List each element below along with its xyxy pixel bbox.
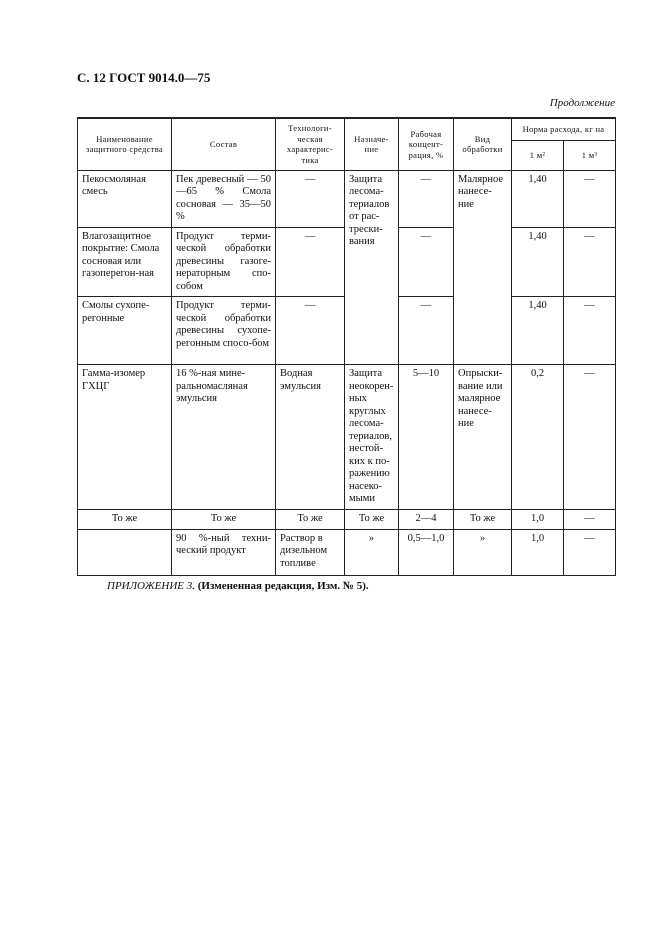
cell-composition: То же — [172, 509, 276, 529]
col-header-m2: 1 м² — [512, 140, 564, 170]
cell-m3: — — [564, 297, 616, 365]
cell-name: Влагозащитное покрытие: Смола сосновая или газоперегон-ная — [78, 227, 172, 297]
cell-m3: — — [564, 509, 616, 529]
table-row — [78, 509, 616, 529]
col-header-treatment: Вид обработки — [454, 118, 512, 170]
cell-treatment: » — [454, 529, 512, 575]
cell-tech: Раствор в дизельном топливе — [276, 529, 345, 575]
cell-m3: — — [564, 365, 616, 510]
appendix-note — [107, 580, 369, 592]
cell-m3: — — [564, 529, 616, 575]
col-header-norm: Норма расхода, кг на — [512, 118, 616, 140]
cell-name — [78, 529, 172, 575]
page-header: С. 12 ГОСТ 9014.0—75 — [77, 70, 211, 85]
cell-m2: 1,0 — [512, 509, 564, 529]
cell-treatment: То же — [454, 509, 512, 529]
cell-name: Смолы сухопе-регонные — [78, 297, 172, 365]
cell-concentration: — — [399, 170, 454, 227]
col-header-tech: Технологи-ческая характерис-тика — [276, 118, 345, 170]
cell-m2: 0,2 — [512, 365, 564, 510]
cell-composition: Продукт терми-ческой обработки древесины газоге-нераторным спо-собом — [172, 227, 276, 297]
cell-m2: 1,40 — [512, 297, 564, 365]
col-header-concentration: Рабочая концент-рация, % — [399, 118, 454, 170]
cell-tech: — — [276, 170, 345, 227]
cell-m2: 1,40 — [512, 170, 564, 227]
cell-composition: Пек древесный — 50—65 % Смола сосновая — 35—50 % — [172, 170, 276, 227]
cell-concentration: 2—4 — [399, 509, 454, 529]
cell-concentration: — — [399, 227, 454, 297]
cell-concentration: 5—10 — [399, 365, 454, 510]
cell-concentration: 0,5—1,0 — [399, 529, 454, 575]
cell-tech: То же — [276, 509, 345, 529]
table-row — [78, 365, 616, 510]
cell-purpose: То же — [345, 509, 399, 529]
col-header-purpose: Назначе-ние — [345, 118, 399, 170]
cell-purpose: Защита неокорен-ных круглых лесома-териалов, нестой-ких к по-ражению насеко-мыми — [345, 365, 399, 510]
col-header-composition: Состав — [172, 118, 276, 170]
cell-name: То же — [78, 509, 172, 529]
cell-purpose: Защита лесома-териалов от рас-трески-вания — [345, 170, 399, 365]
appendix-label: ПРИЛОЖЕНИЕ 3. — [107, 580, 195, 592]
cell-purpose: » — [345, 529, 399, 575]
cell-concentration: — — [399, 297, 454, 365]
cell-composition: Продукт терми-ческой обработки древесины сухопе-регонным спосо-бом — [172, 297, 276, 365]
cell-tech: Водная эмульсия — [276, 365, 345, 510]
cell-treatment: Опрыски-вание или малярное нанесе-ние — [454, 365, 512, 510]
cell-m3: — — [564, 170, 616, 227]
cell-tech: — — [276, 297, 345, 365]
cell-m3: — — [564, 227, 616, 297]
col-header-name: Наименование защитного средства — [78, 118, 172, 170]
cell-tech: — — [276, 227, 345, 297]
col-header-m3: 1 м³ — [564, 140, 616, 170]
cell-name: Пекосмоляная смесь — [78, 170, 172, 227]
cell-composition: 90 %-ный техни-ческий продукт — [172, 529, 276, 575]
cell-name: Гамма-изомер ГХЦГ — [78, 365, 172, 510]
revision-note: (Измененная редакция, Изм. № 5). — [197, 580, 369, 592]
consumption-table — [77, 117, 615, 576]
cell-composition: 16 %-ная мине-ральномасляная эмульсия — [172, 365, 276, 510]
table-row — [78, 529, 616, 575]
table-row — [78, 170, 616, 227]
cell-treatment: Малярное нанесе-ние — [454, 170, 512, 365]
cell-m2: 1,40 — [512, 227, 564, 297]
continuation-label: Продолжение — [549, 97, 615, 109]
cell-m2: 1,0 — [512, 529, 564, 575]
